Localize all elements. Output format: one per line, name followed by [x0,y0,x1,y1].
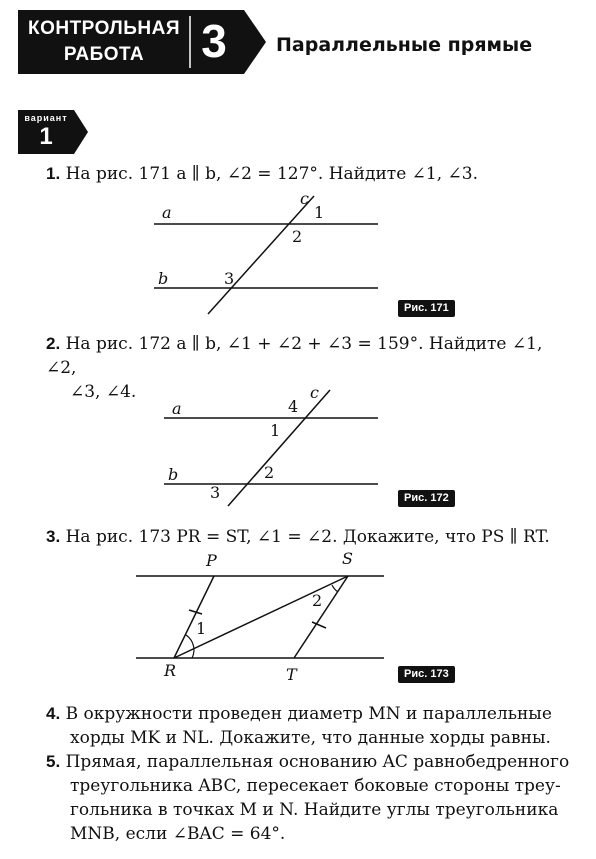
problem-number: 5. [46,752,61,771]
problem-text-line3: гольника в точках M и N. Найдите углы треугольника [70,800,559,820]
figure-172 [150,382,480,512]
figure-caption: Рис. 172 [398,490,455,507]
variant-number: 1 [39,123,53,150]
angle-label-4: 4 [288,397,299,416]
problem-text-line4: MNB, если ∠BAC = 64°. [70,824,286,844]
problem-4 [46,702,576,750]
problem-text: На рис. 171 a ∥ b, ∠2 = 127°. Найдите ∠1, ∠3. [65,164,478,184]
problem-number: 4. [46,704,61,723]
variant-label: вариант [24,113,68,123]
problem-text-line2: хорды MK и NL. Докажите, что данные хорды равны. [70,728,551,748]
page-title: Параллельные прямые [276,34,533,56]
problem-text-line1: На рис. 172 a ∥ b, ∠1 + ∠2 + ∠3 = 159°. Найдите ∠1, ∠2, [46,334,543,378]
angle-label-2: 2 [264,463,275,482]
angle-label-1: 1 [196,619,207,638]
point-label-S: S [342,549,353,568]
line-label-c: c [310,383,319,402]
angle-label-2: 2 [292,227,303,246]
work-badge [18,10,266,74]
angle-label-3: 3 [224,269,235,288]
problem-3 [46,525,576,549]
figure-171 [140,190,470,320]
problem-text-line1: В окружности проведен диаметр MN и параллельные [65,704,552,724]
angle-label-1: 1 [314,203,325,222]
problem-number: 2. [46,334,61,353]
problem-text-line2: треугольника ABC, пересекает боковые стороны треу- [70,776,561,796]
problem-text-line1: Прямая, параллельная основанию AC равнобедренного [65,752,570,772]
problem-text-line2: ∠3, ∠4. [70,382,137,402]
problem-1 [46,162,576,186]
line-label-a: a [162,203,172,222]
figure-caption: Рис. 173 [398,666,455,683]
point-label-P: P [206,551,217,570]
badge-title-line2: РАБОТА [63,44,145,65]
angle-label-3: 3 [210,483,221,502]
badge-title-line1: КОНТРОЛЬНАЯ [27,18,181,39]
problem-number: 1. [46,164,61,183]
point-label-R: R [164,661,177,680]
line-label-a: a [172,399,182,418]
badge-number: 3 [201,15,227,67]
figure-173 [122,550,467,685]
line-label-b: b [168,465,179,484]
line-label-c: c [300,189,309,208]
line-label-b: b [158,269,169,288]
angle-label-1: 1 [270,421,281,440]
variant-badge [18,110,88,154]
problem-text: На рис. 173 PR = ST, ∠1 = ∠2. Докажите, что PS ∥ RT. [65,527,550,547]
point-label-T: T [286,665,297,684]
figure-caption: Рис. 171 [398,300,455,317]
angle-label-2: 2 [312,591,323,610]
problem-5 [46,750,576,846]
problem-number: 3. [46,527,61,546]
